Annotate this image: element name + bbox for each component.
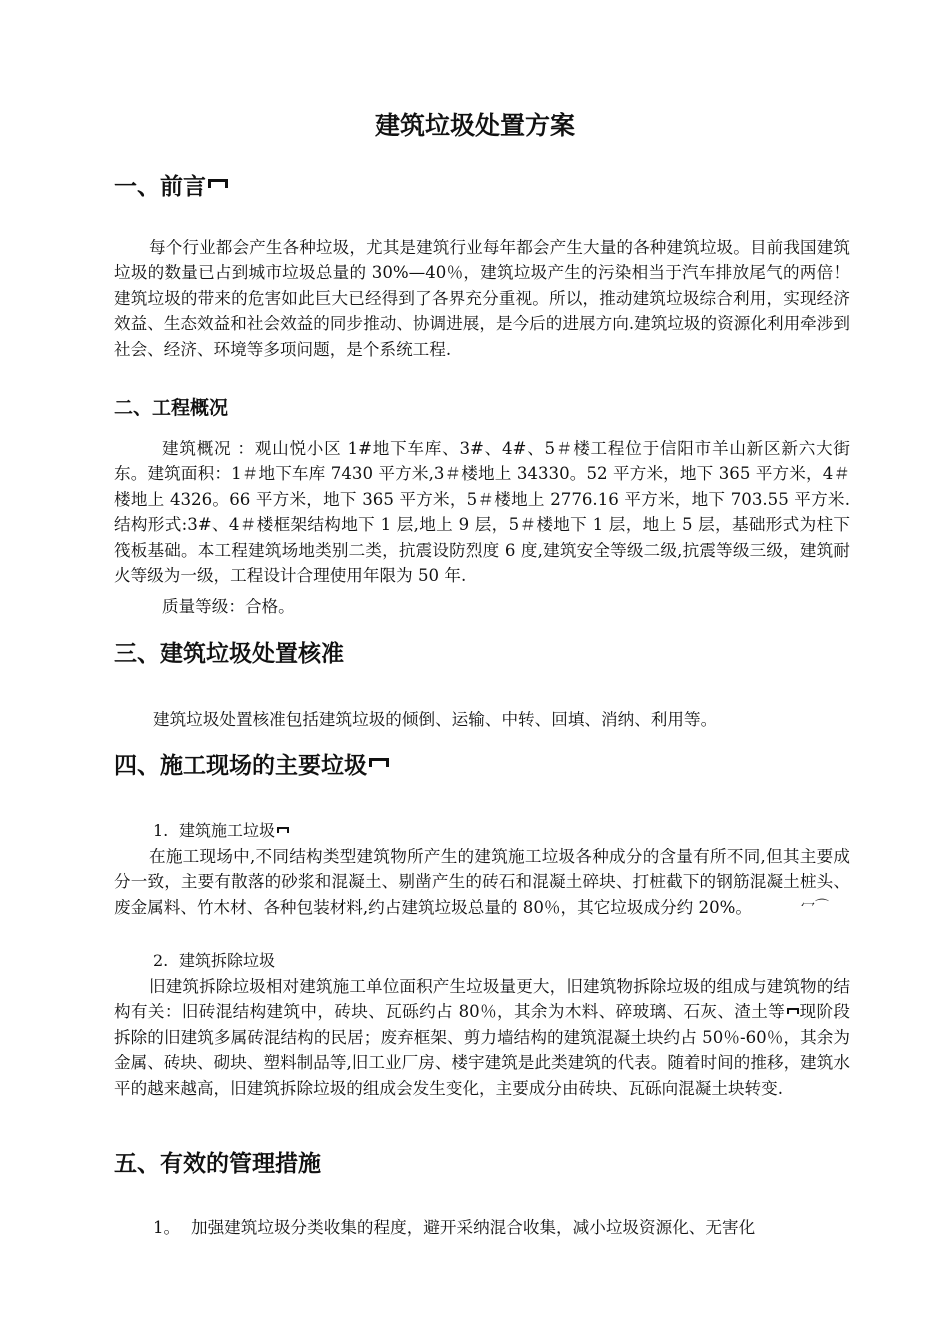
preface-paragraph: 每个行业都会产生各种垃圾，尤其是建筑行业每年都会产生大量的各种建筑垃圾。目前我国建筑垃圾的数量已占到城市垃圾总量的 30%—40％，建筑垃圾产生的污染相当于汽车排放尾气的两倍！建筑垃圾的带来的危害如此巨大已经得到了各界充分重视。所以，推动建筑垃圾综合利用，实现经济效益、生态效益和社会效益的同步推动、协调进展，是今后的进展方向.建筑垃圾的资源化利用牵涉到社会、经济、环境等多项问题，是个系统工程. — [114, 238, 850, 359]
list-number: 1. — [153, 821, 169, 840]
list-item-demolition-waste-label — [153, 948, 275, 973]
section-heading-main-waste-text: 四、施工现场的主要垃圾 — [114, 753, 367, 779]
demolition-waste-text-cont: 现阶段拆除的旧建筑多属砖混结构的民居；废弃框架、剪力墙结构的建筑混凝土块约占 50％-60％，其余为金属、砖块、砌块、塑料制品等,旧工业厂房、楼宇建筑是此类建筑的代表。随着时间的推移，建筑水平的越来越高，旧建筑拆除垃圾的组成会发生变化，主要成分由砖块、瓦砾向混凝土块转变. — [114, 1002, 851, 1098]
section-heading-main-waste — [114, 749, 389, 783]
list-number: 1。 — [153, 1218, 181, 1237]
bracket-mark-icon — [277, 827, 289, 833]
measures-item-1 — [153, 1215, 755, 1240]
demolition-waste-text: 旧建筑拆除垃圾相对建筑施工单位面积产生垃圾量更大，旧建筑物拆除垃圾的组成与建筑物的结构有关：旧砖混结构建筑中，砖块、瓦砾约占 80％，其余为木料、碎玻璃、石灰、渣土等 — [114, 977, 850, 1022]
demolition-waste-paragraph — [114, 974, 850, 1101]
list-item-construction-waste-label — [153, 818, 289, 843]
list-number: 2. — [153, 951, 169, 970]
construction-waste-text: 在施工现场中,不同结构类型建筑物所产生的建筑施工垃圾各种成分的含量有所不同,但其主要成分一致，主要有散落的砂浆和混凝土、剔凿产生的砖石和混凝土碎块、打桩截下的钢筋混凝土桩头、废金属料、竹木材、各种包装材料,约占建筑垃圾总量的 80％，其它垃圾成分约 20%。 — [114, 847, 850, 917]
section-heading-measures: 五、有效的管理措施 — [114, 1151, 321, 1177]
section-heading-standard: 三、建筑垃圾处置核准 — [114, 641, 344, 667]
section-heading-preface — [114, 170, 228, 204]
construction-waste-paragraph — [114, 844, 850, 920]
overview-paragraph: 建筑概况 ：观山悦小区 1#地下车库、3#、4#、5＃楼工程位于信阳市羊山新区新六大街东。建筑面积：1＃地下车库 7430 平方米,3＃楼地上 34330。52 平方米，地下 365 平方米，4＃楼地上 4326。66 平方米，地下 365 平方米，5＃楼地上 2776.16 平方米，地下 703.55 平方米.结构形式:3#、4＃楼框架结构地下 1 层,地上 9 层，5＃楼地下 1 层，地上 5 层，基础形式为柱下筏板基础。本工程建筑场地类别二类，抗震设防烈度 6 度,建筑安全等级二级,抗震等级三级，建筑耐火等级为一级，工程设计合理使用年限为 50 年. — [114, 439, 850, 586]
bracket-mark-icon — [369, 758, 389, 767]
document-title: 建筑垃圾处置方案 — [374, 111, 575, 140]
stray-glyphs: 冖⌒ — [801, 898, 830, 915]
list-label-text: 建筑施工垃圾 — [179, 821, 276, 840]
bracket-mark-icon — [787, 1008, 799, 1014]
overview-quality-line: 质量等级：合格。 — [162, 597, 295, 616]
list-label-text: 建筑拆除垃圾 — [179, 951, 276, 970]
section-heading-preface-text: 一、前言 — [114, 174, 206, 200]
section-heading-overview: 二、工程概况 — [114, 397, 229, 419]
bracket-mark-icon — [208, 179, 228, 188]
standard-paragraph: 建筑垃圾处置核准包括建筑垃圾的倾倒、运输、中转、回填、消纳、利用等。 — [153, 710, 718, 729]
measures-item-1-text: 加强建筑垃圾分类收集的程度，避开采纳混合收集，减小垃圾资源化、无害化 — [191, 1218, 756, 1237]
